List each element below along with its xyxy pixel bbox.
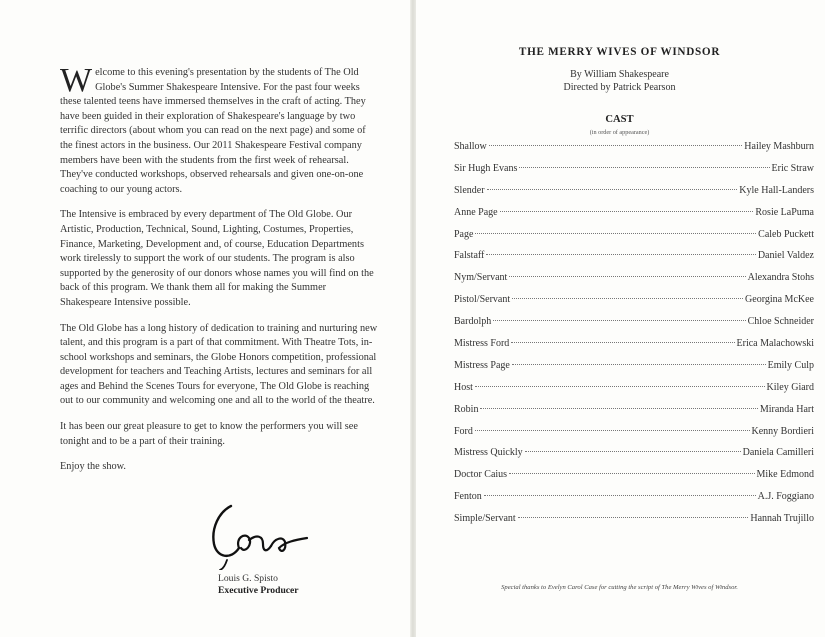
cast-role: Doctor Caius	[454, 469, 508, 481]
letter-paragraph-1: Welcome to this evening's presentation by the students of The Old Globe's Summer Shakespeare Intensive. For the past four weeks these talented teens have immersed themselves in the craft of acting. They have been guided in their exploration of Shakespeare's language by two terrific directors (about whom you can read on the next page) and some of the finest actors in the business. Our 2011 Shakespeare Festival company members have been with the students from the first week of rehearsal. They've conducted workshops, observed rehearsals and given one-on-one coaching to our young actors.	[60, 62, 366, 195]
dot-leader	[512, 298, 743, 299]
cast-role: Nym/Servant	[454, 272, 508, 284]
cast-role: Falstaff	[454, 250, 485, 262]
cast-actor: Daniela Camilleri	[742, 447, 814, 459]
cast-row	[454, 229, 814, 251]
cast-row	[454, 163, 814, 185]
cast-role: Fenton	[454, 491, 482, 503]
cast-actor: Kenny Bordieri	[751, 425, 814, 437]
cast-row	[454, 469, 814, 491]
cast-actor: Eric Straw	[771, 162, 814, 174]
cast-actor: Caleb Puckett	[758, 228, 814, 240]
welcome-letter	[60, 62, 378, 486]
cast-actor: Daniel Valdez	[757, 250, 814, 262]
letter-paragraph-3: The Old Globe has a long history of dedication to training and nurturing new talent, and this program is a part of that commitment. With Theatre Tots, in-school workshops and seminars, the Globe Honors competition, professional development for teachers and Teaching Artists, lectures and seminars for all ages and Behind the Scenes Tours for everyone, The Old Globe is reaching out to our community and welcoming one and all to the world of the theatre.	[60, 322, 378, 407]
dot-leader	[512, 364, 766, 365]
cast-role: Simple/Servant	[454, 513, 516, 525]
dot-leader	[511, 342, 734, 343]
cast-role: Pistol/Servant	[454, 294, 511, 306]
cast-role: Slender	[454, 184, 485, 196]
cast-role: Bardolph	[454, 316, 492, 328]
right-page	[414, 0, 825, 637]
cast-actor: Alexandra Stohs	[747, 272, 814, 284]
cast-row	[454, 272, 814, 294]
cast-actor: A.J. Foggiano	[757, 491, 814, 503]
cast-actor: Georgina McKee	[745, 294, 814, 306]
author-credit: By William Shakespeare	[570, 69, 669, 80]
drop-cap: W	[60, 62, 93, 99]
special-thanks: Special thanks to Evelyn Carol Case for cutting the script of The Merry Wives of Windsor.	[501, 584, 738, 591]
cast-role: Mistress Ford	[454, 338, 510, 350]
cast-actor: Rosie LaPuma	[755, 206, 814, 218]
cast-row	[454, 316, 814, 338]
letter-closing: Enjoy the show.	[60, 461, 126, 473]
cast-row	[454, 382, 814, 404]
cast-subheading: (in order of appearance)	[589, 129, 650, 136]
cast-role: Ford	[454, 425, 473, 437]
cast-role: Mistress Page	[454, 359, 510, 371]
cast-actor: Emily Culp	[767, 359, 814, 371]
cast-row	[454, 360, 814, 382]
cast-row	[454, 447, 814, 469]
cast-row	[454, 404, 814, 426]
dot-leader	[500, 211, 754, 212]
cast-role: Sir Hugh Evans	[454, 162, 518, 174]
handwritten-signature	[205, 498, 325, 570]
dot-leader	[480, 408, 757, 409]
dot-leader	[475, 430, 750, 431]
dot-leader	[489, 145, 743, 146]
cast-row	[454, 513, 814, 535]
cast-actor: Erica Malachowski	[736, 338, 814, 350]
cast-role: Anne Page	[454, 206, 498, 218]
cast-row	[454, 207, 814, 229]
dot-leader	[525, 451, 741, 452]
cast-role: Host	[454, 381, 473, 393]
play-title: THE MERRY WIVES OF WINDSOR	[518, 46, 721, 58]
cast-actor: Miranda Hart	[759, 403, 814, 415]
signer-name: Louis G. Spisto	[218, 573, 278, 584]
dot-leader	[487, 189, 738, 190]
cast-actor: Mike Edmond	[756, 469, 814, 481]
dot-leader	[518, 517, 749, 518]
cast-actor: Hannah Trujillo	[750, 513, 814, 525]
cast-actor: Hailey Mashburn	[744, 141, 814, 152]
cast-actor: Chloe Schneider	[747, 316, 814, 328]
dot-leader	[486, 254, 755, 255]
director-credit: Directed by Patrick Pearson	[563, 82, 676, 93]
dot-leader	[475, 386, 765, 387]
cast-row	[454, 294, 814, 316]
dot-leader	[509, 473, 754, 474]
cast-heading: CAST	[605, 114, 634, 125]
cast-role: Robin	[454, 403, 479, 415]
letter-paragraph-4: It has been our great pleasure to get to know the performers you will see tonight and to be a part of their training.	[60, 421, 358, 447]
cast-row	[454, 491, 814, 513]
cast-role: Shallow	[454, 141, 487, 152]
dot-leader	[519, 167, 769, 168]
cast-row	[454, 141, 814, 163]
cast-actor: Kiley Giard	[766, 381, 814, 393]
cast-list	[454, 141, 814, 535]
cast-row	[454, 426, 814, 448]
left-page	[0, 0, 411, 637]
cast-actor: Kyle Hall-Landers	[739, 184, 814, 196]
cast-row	[454, 250, 814, 272]
cast-row	[454, 338, 814, 360]
cast-role: Page	[454, 228, 474, 240]
dot-leader	[493, 320, 745, 321]
dot-leader	[475, 233, 756, 234]
dot-leader	[484, 495, 756, 496]
letter-paragraph-2: The Intensive is embraced by every department of The Old Globe. Our Artistic, Production, Technical, Sound, Lighting, Costumes, Properties, Finance, Marketing, Development and, of course, Education Departments work tirelessly to support the work of our students. The program is also supported by the generosity of our donors whose names you will find on the back of this program. We thank them all for making the Summer Shakespeare Intensive possible.	[60, 209, 374, 308]
dot-leader	[509, 276, 745, 277]
cast-role: Mistress Quickly	[454, 447, 523, 459]
cast-row	[454, 185, 814, 207]
signer-title: Executive Producer	[218, 585, 299, 596]
